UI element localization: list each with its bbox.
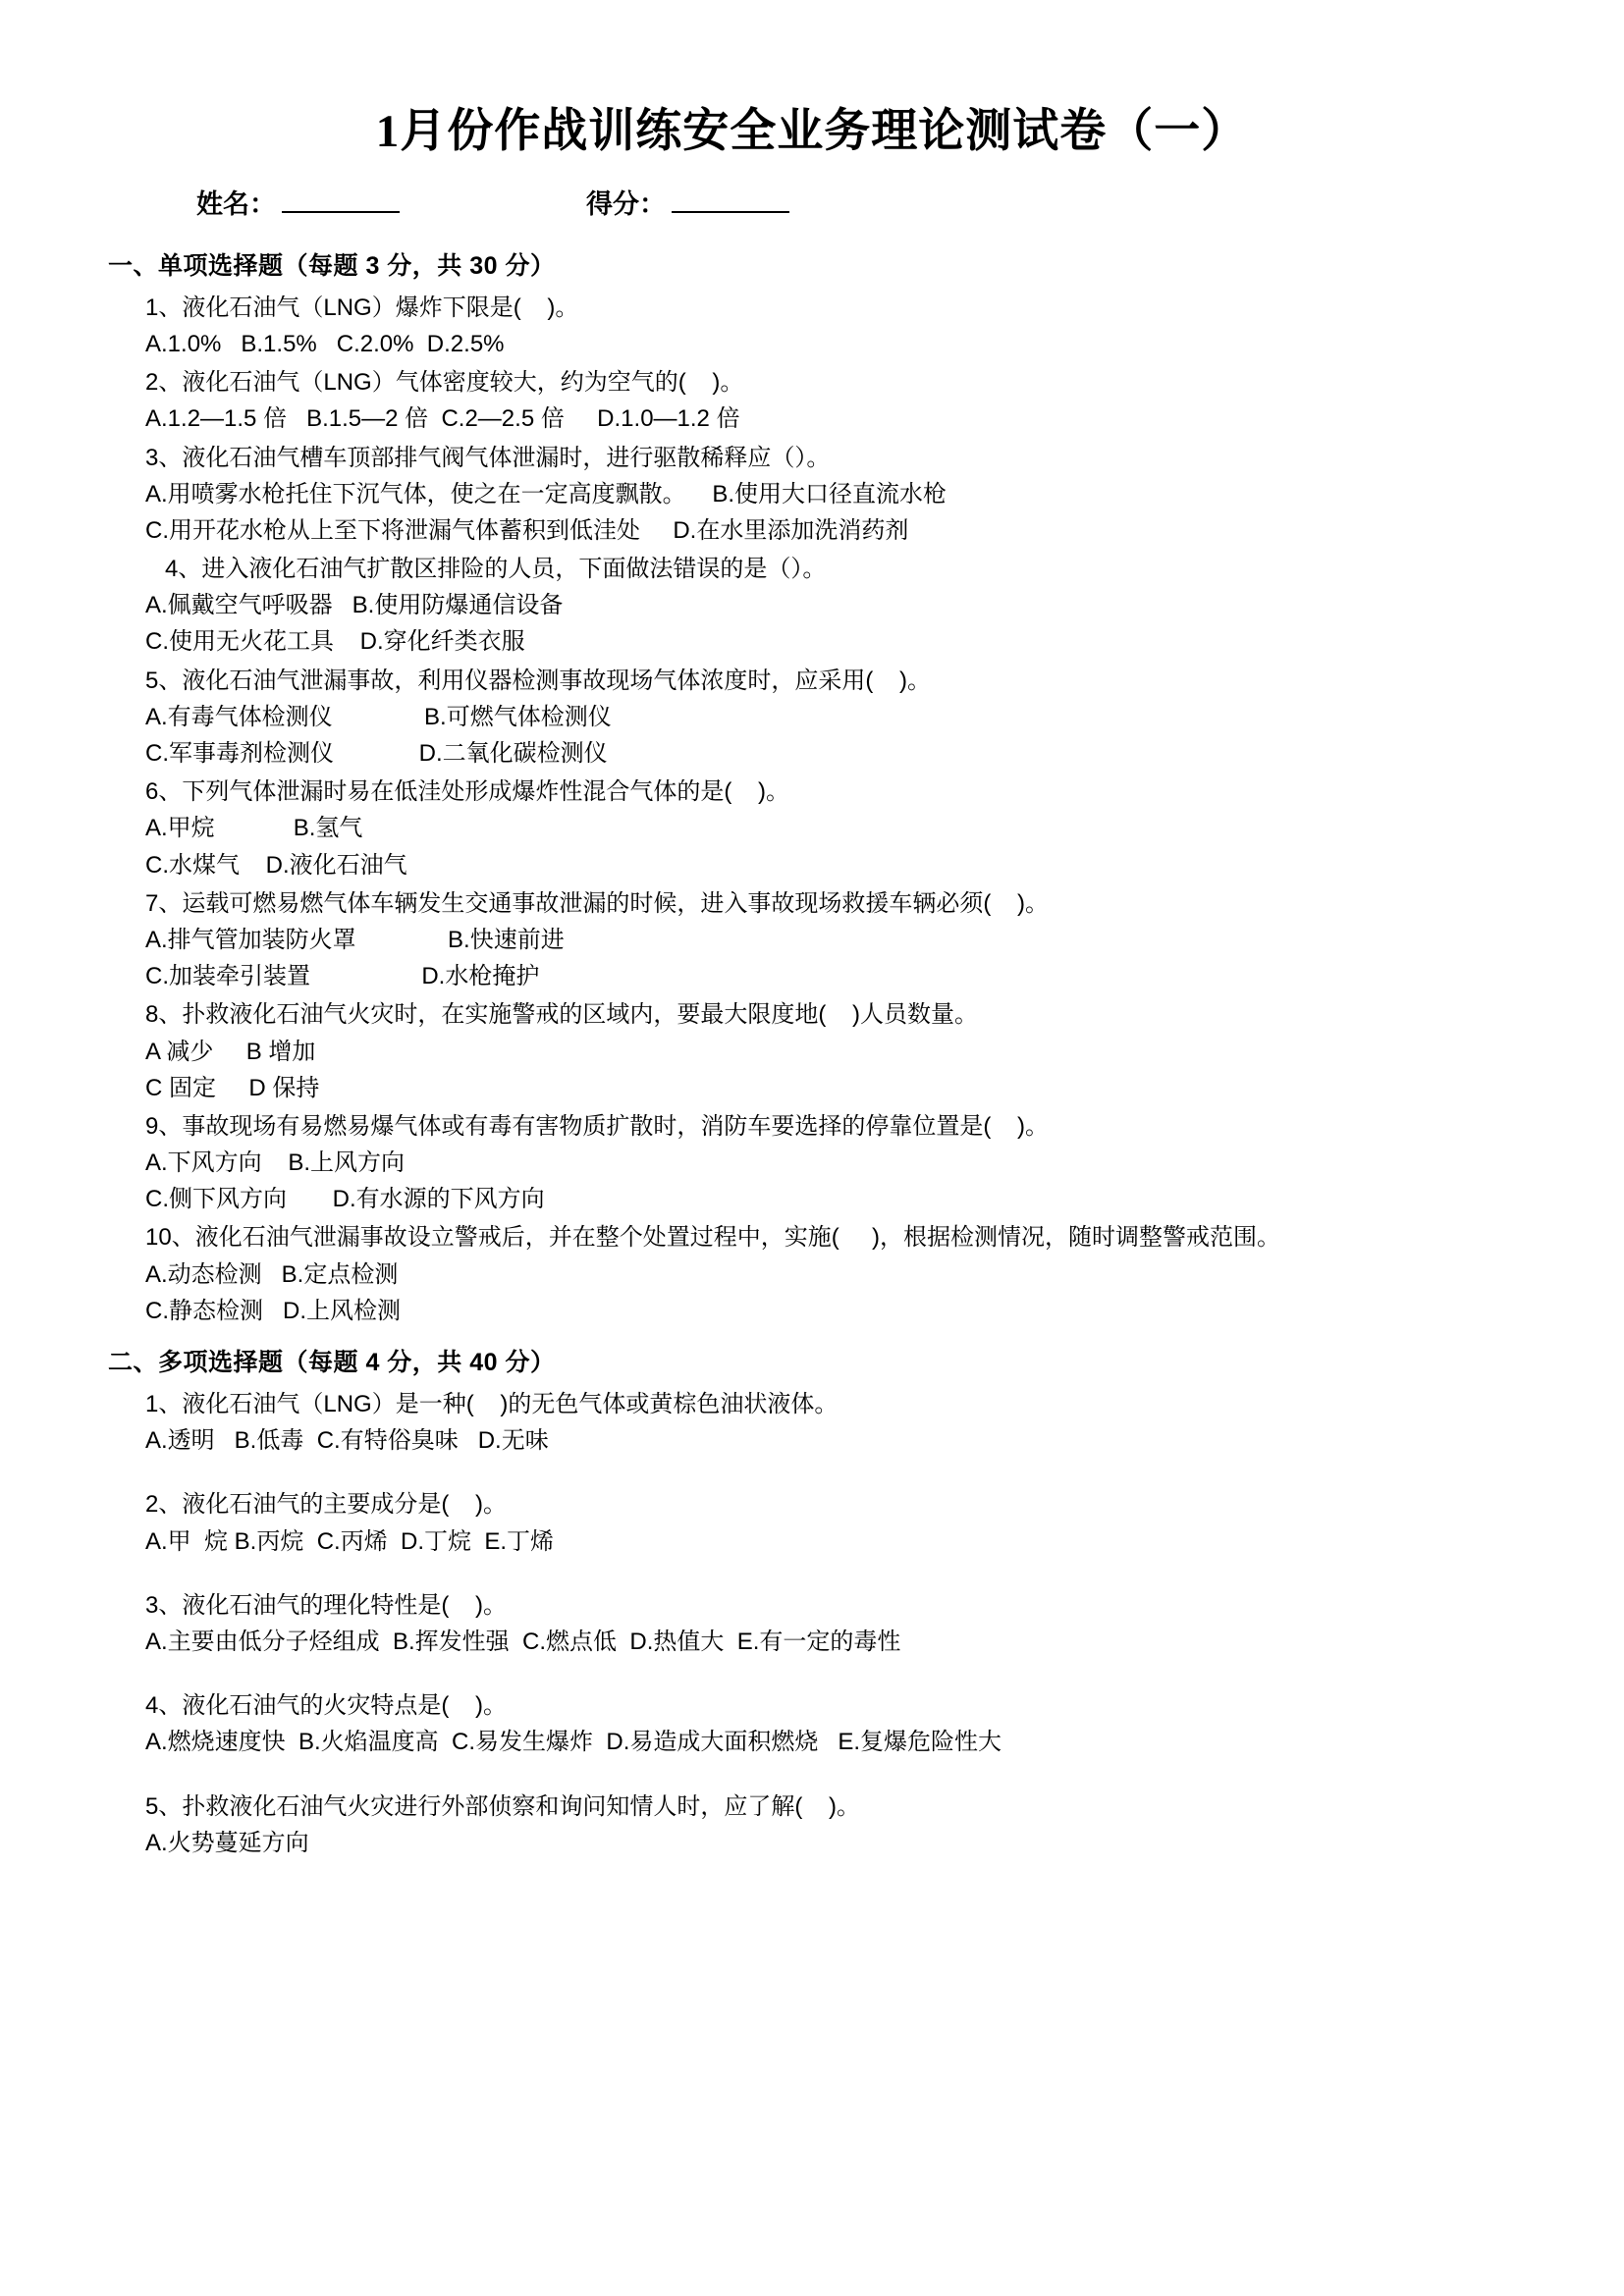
section-heading-1: 一、单项选择题（每题 3 分，共 30 分）: [108, 251, 556, 280]
question-stem: 8、扑救液化石油气火灾时，在实施警戒的区域内，要最大限度地( )人员数量。: [145, 1001, 979, 1029]
question-options: A.佩戴空气呼吸器 B.使用防爆通信设备: [145, 592, 564, 619]
question-stem: 3、液化石油气的理化特性是( )。: [145, 1591, 508, 1619]
page-title: 1月份作战训练安全业务理论测试卷（一）: [375, 106, 1249, 157]
question-options: A.下风方向 B.上风方向: [145, 1149, 406, 1177]
question-item: [108, 1108, 1516, 1218]
question-item: [108, 440, 1516, 550]
question-stem: 2、液化石油气（LNG）气体密度较大，约为空气的( )。: [145, 369, 744, 397]
question-item: [108, 1687, 1516, 1760]
question-item: [108, 290, 1516, 362]
question-options: C 固定 D 保持: [145, 1074, 320, 1101]
question-stem: 4、进入液化石油气扩散区排险的人员，下面做法错误的是（）。: [165, 556, 827, 583]
question-item: [108, 774, 1516, 883]
question-gap: [108, 1763, 1516, 1789]
question-options: A.透明 B.低毒 C.有特俗臭味 D.无味: [145, 1427, 549, 1455]
question-stem: 3、液化石油气槽车顶部排气阀气体泄漏时，进行驱散稀释应（）。: [145, 444, 831, 471]
question-gap: [108, 1662, 1516, 1687]
name-field-blank[interactable]: [282, 186, 400, 213]
question-options: A.1.0% B.1.5% C.2.0% D.2.5%: [145, 330, 505, 357]
question-options: A.主要由低分子烃组成 B.挥发性强 C.燃点低 D.热值大 E.有一定的毒性: [145, 1628, 901, 1655]
question-options: A.1.2—1.5 倍 B.1.5—2 倍 C.2—2.5 倍 D.1.0—1.2 倍: [145, 405, 740, 433]
question-stem: 7、运载可燃易燃气体车辆发生交通事故泄漏的时候，进入事故现场救援车辆必须( )。: [145, 889, 1050, 917]
question-options: C.水煤气 D.液化石油气: [145, 851, 407, 879]
score-field[interactable]: [586, 183, 789, 221]
question-options: C.用开花水枪从上至下将泄漏气体蓄积到低洼处 D.在水里添加洗消药剂: [145, 516, 909, 544]
question-stem: 1、液化石油气（LNG）是一种( )的无色气体或黄棕色油状液体。: [145, 1391, 839, 1417]
question-item: [108, 1386, 1516, 1459]
question-options: C.军事毒剂检测仪 D.二氧化碳检测仪: [145, 740, 608, 767]
question-options: A.有毒气体检测仪 B.可燃气体检测仪: [145, 703, 612, 730]
question-options: A.甲烷 B.氢气: [145, 815, 363, 842]
score-field-blank[interactable]: [672, 186, 789, 213]
question-options: A.甲 烷 B.丙烷 C.丙烯 D.丁烷 E.丁烯: [145, 1527, 555, 1555]
question-item: [108, 996, 1516, 1106]
section-heading-2: 二、多项选择题（每题 4 分，共 40 分）: [108, 1349, 556, 1376]
question-options: A.火势蔓延方向: [145, 1829, 309, 1856]
question-item: [108, 663, 1516, 773]
question-stem: 1、液化石油气（LNG）爆炸下限是( )。: [145, 294, 579, 321]
question-options: A 减少 B 增加: [145, 1038, 316, 1065]
question-stem: 2、液化石油气的主要成分是( )。: [145, 1491, 508, 1519]
question-options: A.动态检测 B.定点检测: [145, 1260, 399, 1288]
question-options: C.使用无火花工具 D.穿化纤类衣服: [145, 628, 525, 656]
question-options: A.燃烧速度快 B.火焰温度高 C.易发生爆炸 D.易造成大面积燃烧 E.复爆危险性大: [145, 1729, 1002, 1756]
question-gap: [108, 1562, 1516, 1587]
question-options: C.加装牵引装置 D.水枪掩护: [145, 963, 540, 990]
question-item: [108, 364, 1516, 437]
header-fields: [108, 183, 1516, 221]
question-item: [108, 1587, 1516, 1660]
question-options: C.侧下风方向 D.有水源的下风方向: [145, 1186, 545, 1213]
question-item: [108, 551, 1516, 661]
name-field-label: 姓名：: [196, 188, 276, 219]
question-item: [108, 1789, 1516, 1861]
question-gap: [108, 1461, 1516, 1486]
name-field[interactable]: [196, 183, 400, 221]
question-stem: 5、液化石油气泄漏事故，利用仪器检测事故现场气体浓度时，应采用( )。: [145, 667, 932, 694]
question-options: A.排气管加装防火罩 B.快速前进: [145, 926, 565, 953]
question-options: A.用喷雾水枪托住下沉气体，使之在一定高度飘散。 B.使用大口径直流水枪: [145, 480, 947, 507]
question-item: [108, 1219, 1516, 1329]
question-stem: 4、液化石油气的火灾特点是( )。: [145, 1692, 508, 1720]
question-stem: 9、事故现场有易燃易爆气体或有毒有害物质扩散时，消防车要选择的停靠位置是( )。: [145, 1112, 1050, 1140]
question-stem: 10、液化石油气泄漏事故设立警戒后，并在整个处置过程中，实施( )，根据检测情况，随时调整警戒范围。: [145, 1224, 1281, 1252]
question-item: [108, 885, 1516, 995]
question-stem: 6、下列气体泄漏时易在低洼处形成爆炸性混合气体的是( )。: [145, 778, 790, 806]
question-item: [108, 1486, 1516, 1559]
question-options: C.静态检测 D.上风检测: [145, 1297, 402, 1324]
question-stem: 5、扑救液化石油气火灾进行外部侦察和询问知情人时，应了解( )。: [145, 1792, 861, 1820]
score-field-label: 得分：: [586, 188, 666, 219]
